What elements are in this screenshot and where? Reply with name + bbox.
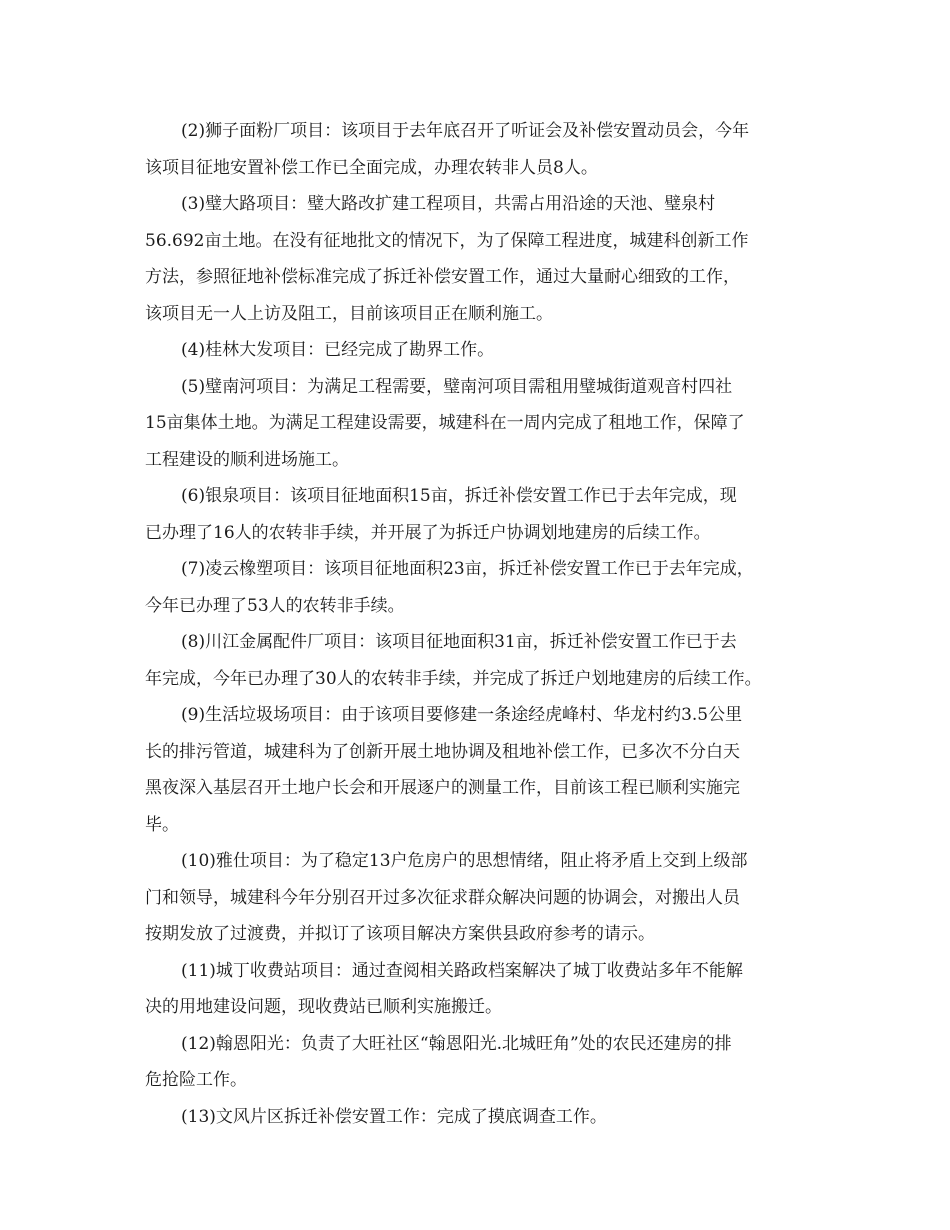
- paragraph-first-line: (11)城丁收费站项目：通过查阅相关路政档案解决了城丁收费站多年不能解: [181, 960, 743, 981]
- paragraph-first-line: (8)川江金属配件厂项目：该项目征地面积31亩，拆迁补偿安置工作已于去: [181, 632, 737, 652]
- paragraph-line: 门和领导，城建科今年分别召开过多次征求群众解决问题的协调会，对搬出人员: [145, 887, 740, 908]
- paragraph-line: 决的用地建设问题，现收费站已顺利实施搬迁。: [145, 997, 502, 1017]
- paragraph-line: 已办理了16人的农转非手续，并开展了为拆迁户协调划地建房的后续工作。: [145, 522, 711, 543]
- paragraph-first-line: (10)雅仕项目：为了稳定13户危房户的思想情绪，阻止将矛盾上交到上级部: [181, 851, 748, 871]
- paragraph-line: 今年已办理了53人的农转非手续。: [145, 595, 405, 616]
- paragraph-line: 56.692亩土地。在没有征地批文的情况下，为了保障工程进度，城建科创新工作: [145, 230, 749, 251]
- paragraph-line: 年完成，今年已办理了30人的农转非手续，并完成了拆迁户划地建房的后续工作。: [145, 668, 762, 689]
- paragraph-line: 危抢险工作。: [145, 1070, 247, 1090]
- paragraph-line: 毕。: [145, 814, 179, 835]
- paragraph-line: 该项目征地安置补偿工作已全面完成，办理农转非人员8人。: [145, 157, 598, 178]
- paragraph-first-line: (2)狮子面粉厂项目：该项目于去年底召开了听证会及补偿安置动员会，今年: [181, 121, 750, 141]
- paragraph-first-line: (5)璧南河项目：为满足工程需要，璧南河项目需租用璧城街道观音村四社: [181, 376, 733, 397]
- paragraph-line: 15亩集体土地。为满足工程建设需要，城建科在一周内完成了租地工作，保障了: [145, 413, 745, 433]
- paragraph-line: 黑夜深入基层召开土地户长会和开展逐户的测量工作，目前该工程已顺利实施完: [145, 778, 740, 798]
- paragraph-first-line: (4)桂林大发项目：已经完成了勘界工作。: [181, 340, 495, 360]
- paragraph-line: 方法，参照征地补偿标准完成了拆迁补偿安置工作，通过大量耐心细致的工作，: [145, 267, 740, 287]
- paragraph-first-line: (7)凌云橡塑项目：该项目征地面积23亩，拆迁补偿安置工作已于去年完成，: [181, 559, 754, 579]
- paragraph-first-line: (3)璧大路项目：璧大路改扩建工程项目，共需占用沿途的天池、璧泉村: [181, 194, 716, 214]
- paragraph-line: 按期发放了过渡费，并拟订了该项目解决方案供县政府参考的请示。: [145, 924, 655, 944]
- paragraph-line: 该项目无一人上访及阻工，目前该项目正在顺利施工。: [145, 303, 553, 324]
- paragraph-first-line: (13)文风片区拆迁补偿安置工作：完成了摸底调查工作。: [181, 1106, 607, 1127]
- paragraph-first-line: (9)生活垃圾场项目：由于该项目要修建一条途经虎峰村、华龙村约3.5公里: [181, 705, 743, 725]
- paragraph-line: 工程建设的顺利进场施工。: [145, 449, 349, 470]
- paragraph-first-line: (6)银泉项目：该项目征地面积15亩，拆迁补偿安置工作已于去年完成，现: [181, 486, 737, 506]
- paragraph-first-line: (12)翰恩阳光：负责了大旺社区“翰恩阳光.北城旺角”处的农民还建房的排: [181, 1033, 732, 1054]
- paragraph-line: 长的排污管道，城建科为了创新开展土地协调及租地补偿工作，已多次不分白天: [145, 741, 740, 762]
- document-body: [145, 113, 820, 1135]
